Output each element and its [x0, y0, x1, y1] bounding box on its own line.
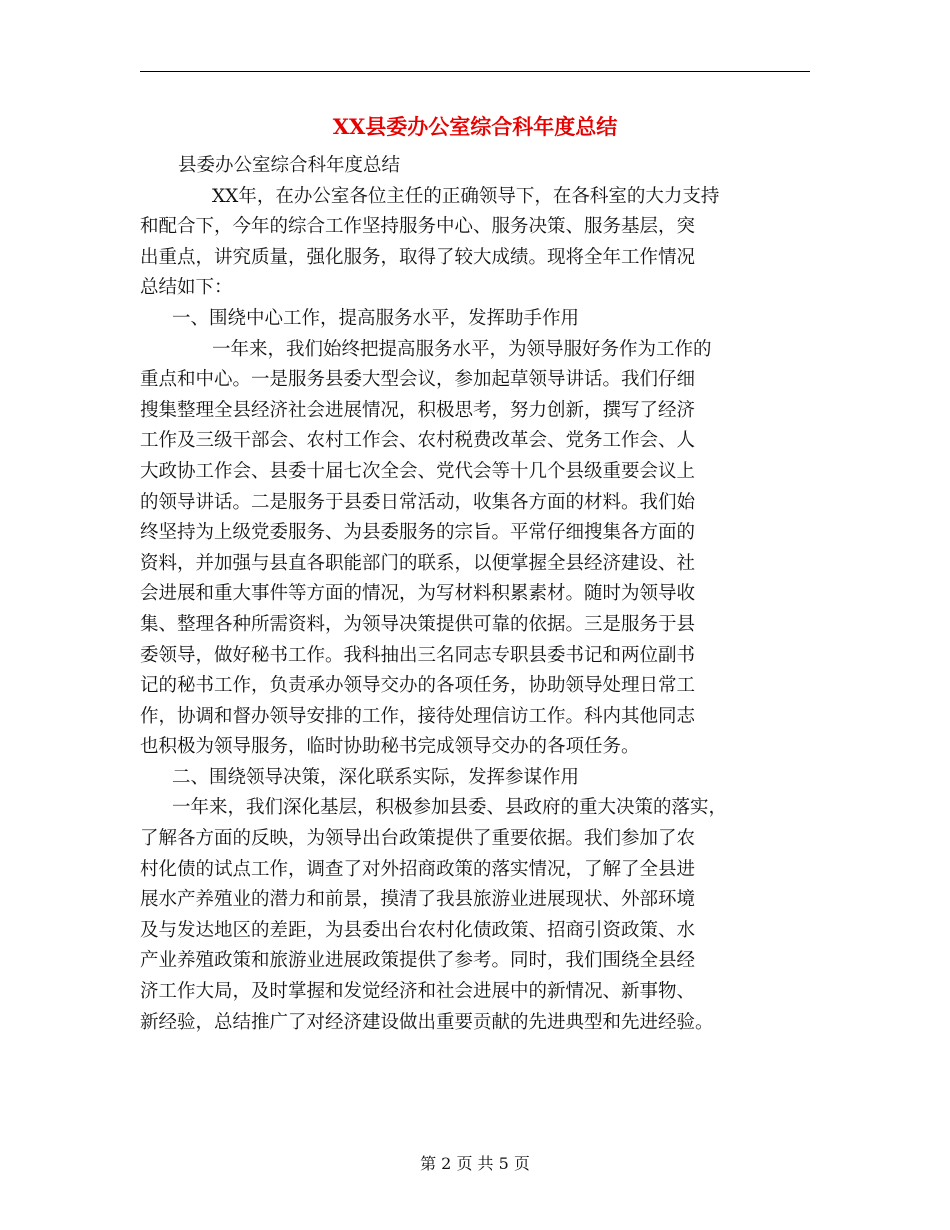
text-line: 展水产养殖业的潜力和前景，摸清了我县旅游业进展现状、外部环境 [140, 889, 696, 911]
header-rule [140, 71, 810, 72]
text-line: 一年来，我们深化基层，积极参加县委、县政府的重大决策的落实， [172, 797, 728, 819]
text-line: 集、整理各种所需资料，为领导决策提供可靠的依据。三是服务于县 [140, 613, 696, 635]
text-line: 会进展和重大事件等方面的情况，为写材料积累素材。随时为领导收 [140, 583, 696, 605]
text-line: 搜集整理全县经济社会进展情况，积极思考，努力创新，撰写了经济 [140, 399, 696, 421]
text-line: 新经验，总结推广了对经济建设做出重要贡献的先进典型和先进经验。 [140, 1011, 714, 1033]
text-line: XX年，在办公室各位主任的正确领导下，在各科室的大力支持 [212, 185, 720, 207]
text-line: 济工作大局，及时掌握和发觉经济和社会进展中的新情况、新事物、 [140, 981, 696, 1003]
text-line: 及与发达地区的差距，为县委出台农村化债政策、招商引资政策、水 [140, 919, 696, 941]
document-body [140, 151, 820, 1038]
text-line: 记的秘书工作，负责承办领导交办的各项任务，协助领导处理日常工 [140, 675, 696, 697]
page-number: 第 2 页 共 5 页 [420, 1154, 530, 1173]
text-line: 总结如下： [140, 277, 233, 299]
text-line: 一、围绕中心工作，提高服务水平，发挥助手作用 [172, 307, 580, 329]
text-line: 重点和中心。一是服务县委大型会议，参加起草领导讲话。我们仔细 [140, 369, 696, 391]
text-line: 委领导，做好秘书工作。我科抽出三名同志专职县委书记和两位副书 [140, 644, 696, 666]
text-line: 县委办公室综合科年度总结 [178, 155, 401, 176]
text-line: 的领导讲话。二是服务于县委日常活动，收集各方面的材料。我们始 [140, 491, 696, 513]
text-line: 作，协调和督办领导安排的工作，接待处理信访工作。科内其他同志 [140, 705, 696, 727]
text-line: 了解各方面的反映，为领导出台政策提供了重要依据。我们参加了农 [140, 828, 696, 850]
text-line: 出重点，讲究质量，强化服务，取得了较大成绩。现将全年工作情况 [140, 246, 696, 268]
text-line: 产业养殖政策和旅游业进展政策提供了参考。同时，我们围绕全县经 [140, 950, 696, 972]
text-line: 资料，并加强与县直各职能部门的联系，以便掌握全县经济建设、社 [140, 552, 696, 574]
text-line: 一年来，我们始终把提高服务水平，为领导服好务作为工作的 [212, 338, 712, 360]
text-line: 工作及三级干部会、农村工作会、农村税费改革会、党务工作会、人 [140, 430, 696, 452]
text-line: 大政协工作会、县委十届七次全会、党代会等十几个县级重要会议上 [140, 460, 696, 482]
text-line: 村化债的试点工作，调查了对外招商政策的落实情况，了解了全县进 [140, 858, 696, 880]
text-line: 终坚持为上级党委服务、为县委服务的宗旨。平常仔细搜集各方面的 [140, 522, 696, 544]
text-line: 和配合下，今年的综合工作坚持服务中心、服务决策、服务基层，突 [140, 216, 696, 238]
text-line: 二、围绕领导决策，深化联系实际，发挥参谋作用 [172, 766, 580, 788]
document-title: XX县委办公室综合科年度总结 [332, 114, 618, 139]
text-line: 也积极为领导服务，临时协助秘书完成领导交办的各项任务。 [140, 736, 640, 758]
